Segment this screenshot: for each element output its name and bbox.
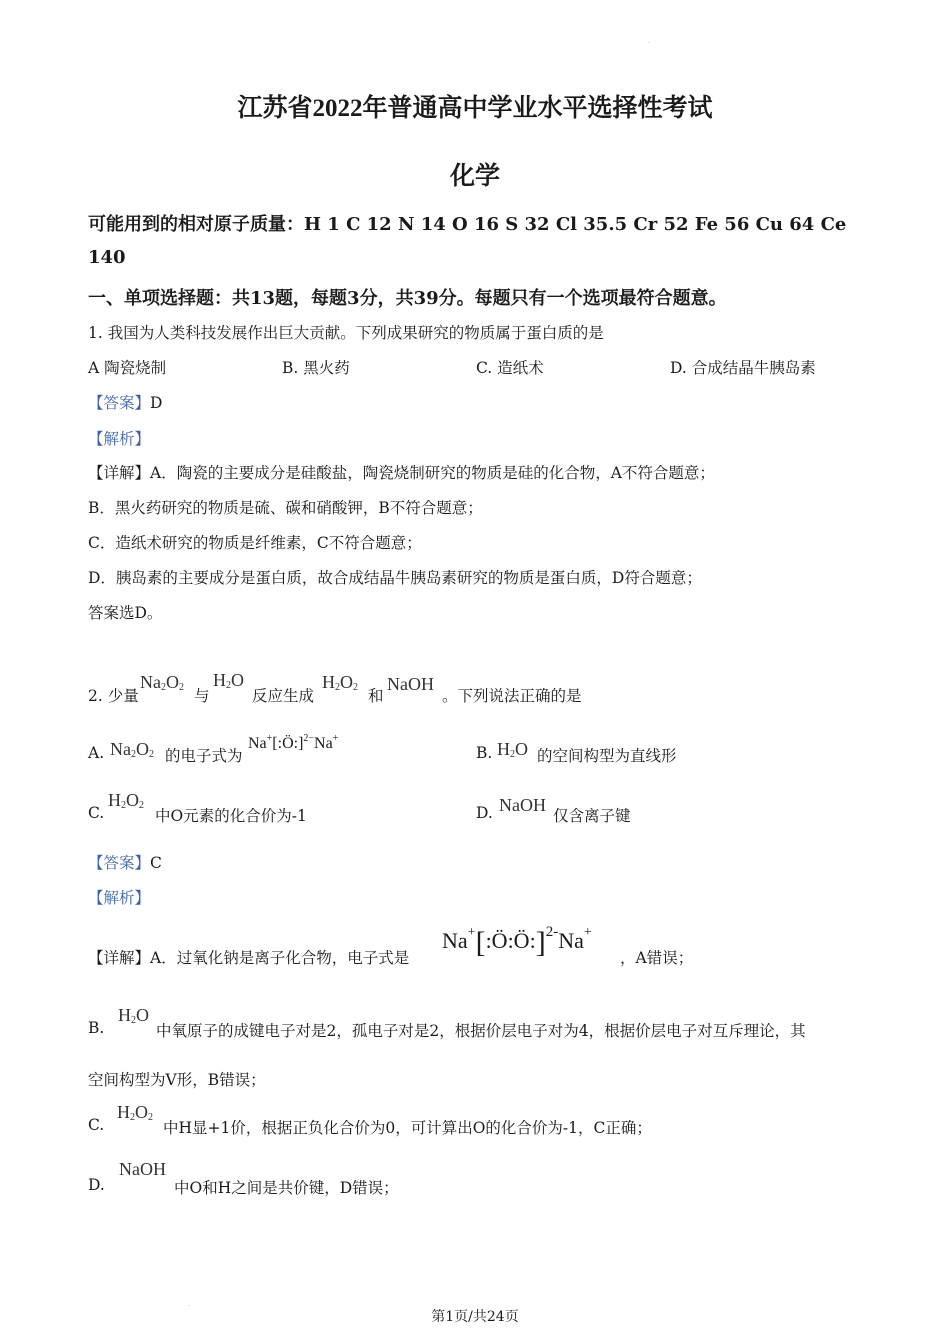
q2-option-a-text: 的电子式为 [165, 747, 243, 765]
atomic-masses-cont: 140 [88, 247, 126, 268]
q1-option-b: B. 黑火药 [282, 359, 350, 377]
q2-detail-a [88, 946, 409, 968]
q1-option-c: C. 造纸术 [476, 359, 544, 377]
formula-h2o: $H_2O$ [497, 739, 528, 760]
page-footer: 第1页/共24页 [431, 1309, 519, 1325]
q2-detail-d: 中O和H之间是共价键，D错误； [174, 1179, 399, 1197]
detail-tag: 【详解】 [88, 464, 151, 482]
q1-option-d: D. 合成结晶牛胰岛素 [670, 359, 816, 377]
q1-detail-a [88, 461, 715, 483]
detail-line: A．过氧化钠是离子化合物，电子式是 [150, 949, 410, 967]
q1-detail-b: B．黑火药研究的物质是硫、碳和硝酸钾，B不符合题意； [88, 499, 483, 517]
q2-option-b-text: 的空间构型为直线形 [537, 747, 677, 765]
atomic-masses: 可能用到的相对原子质量：H 1 C 12 N 14 O 16 S 32 Cl 35.5 Cr 52 Fe 56 Cu 64 Ce [88, 214, 847, 235]
q2-detail-c: 中H显+1价，根据正负化合价为0，可计算出O的化合价为-1，C正确； [163, 1119, 652, 1137]
subject-title: 化学 [449, 163, 500, 190]
q2-answer [88, 851, 162, 873]
q2-stem-mid2: 反应生成 [252, 687, 315, 705]
formula-naoh: NaOH [499, 795, 546, 815]
section-heading: 一、单项选择题：共13题，每题3分，共39分。每题只有一个选项最符合题意。 [88, 288, 727, 309]
q2-stem-post: 。下列说法正确的是 [442, 687, 582, 705]
q2-stem-pre: 2. 少量 [88, 687, 139, 705]
formula-naoh: NaOH [119, 1159, 166, 1179]
q2-detail-b: 中氧原子的成键电子对是2，孤电子对是2，根据价层电子对为4，根据价层电子对互斥理论，其 [156, 1022, 806, 1040]
q2-detail-c-label: C. [88, 1116, 105, 1134]
q2-detail-d-label: D. [88, 1176, 105, 1194]
electron-formula-small: Na+[:Ö:]$^{2-}$Na+ [248, 733, 339, 752]
q2-option-b-label: B. [476, 744, 493, 762]
q2-option-a-label: A. [88, 744, 105, 762]
formula-naoh: NaOH [387, 674, 434, 694]
q2-stem-mid3: 和 [368, 687, 384, 705]
answer-tag: 【答案】 [88, 394, 151, 412]
q2-analysis-tag: 【解析】 [88, 889, 151, 907]
formula-h2o: $H_2O$ [213, 670, 244, 691]
q1-conclusion: 答案选D。 [88, 604, 163, 622]
q2-option-c-text: 中O元素的化合价为-1 [155, 807, 307, 825]
q2-option-c-label: C. [88, 804, 105, 822]
q2-detail-b-label: B. [88, 1019, 105, 1037]
q1-answer [88, 391, 162, 413]
q2-option-d-label: D. [476, 804, 493, 822]
q1-option-a: A 陶瓷烧制 [88, 359, 167, 377]
detail-tag: 【详解】 [88, 949, 151, 967]
q2-option-d-text: 仅含离子键 [553, 807, 631, 825]
formula-na2o2: $Na_2O_2$ [110, 739, 154, 760]
answer-value: C [150, 854, 162, 872]
formula-h2o2: $H_2O_2$ [322, 672, 358, 693]
q2-detail-b2: 空间构型为V形，B错误； [88, 1071, 266, 1089]
answer-value: D [150, 394, 163, 412]
formula-na2o2: $Na_2O_2$ [140, 672, 184, 693]
scan-dot: · [188, 1303, 190, 1310]
formula-h2o2: $H_2O_2$ [117, 1102, 153, 1123]
q2-stem-mid1: 与 [194, 687, 210, 705]
q1-detail-d: D．胰岛素的主要成分是蛋白质，故合成结晶牛胰岛素研究的物质是蛋白质，D符合题意； [88, 569, 702, 587]
q1-analysis-tag: 【解析】 [88, 430, 151, 448]
page-title: 江苏省2022年普通高中学业水平选择性考试 [237, 95, 713, 122]
q2-detail-a-end: ，A错误； [620, 949, 694, 967]
detail-line: A．陶瓷的主要成分是硅酸盐，陶瓷烧制研究的物质是硅的化合物，A不符合题意； [150, 464, 715, 482]
electron-formula-large: Na+[:Ö:Ö:]$^{2-}$Na+ [442, 924, 592, 959]
formula-h2o2: $H_2O_2$ [108, 790, 144, 811]
answer-tag: 【答案】 [88, 854, 151, 872]
formula-h2o: $H_2O$ [118, 1005, 149, 1026]
q1-detail-c: C．造纸术研究的物质是纤维素，C不符合题意； [88, 534, 422, 552]
q1-stem: 1. 我国为人类科技发展作出巨大贡献。下列成果研究的物质属于蛋白质的是 [88, 324, 604, 342]
scan-dot: · [648, 40, 650, 47]
